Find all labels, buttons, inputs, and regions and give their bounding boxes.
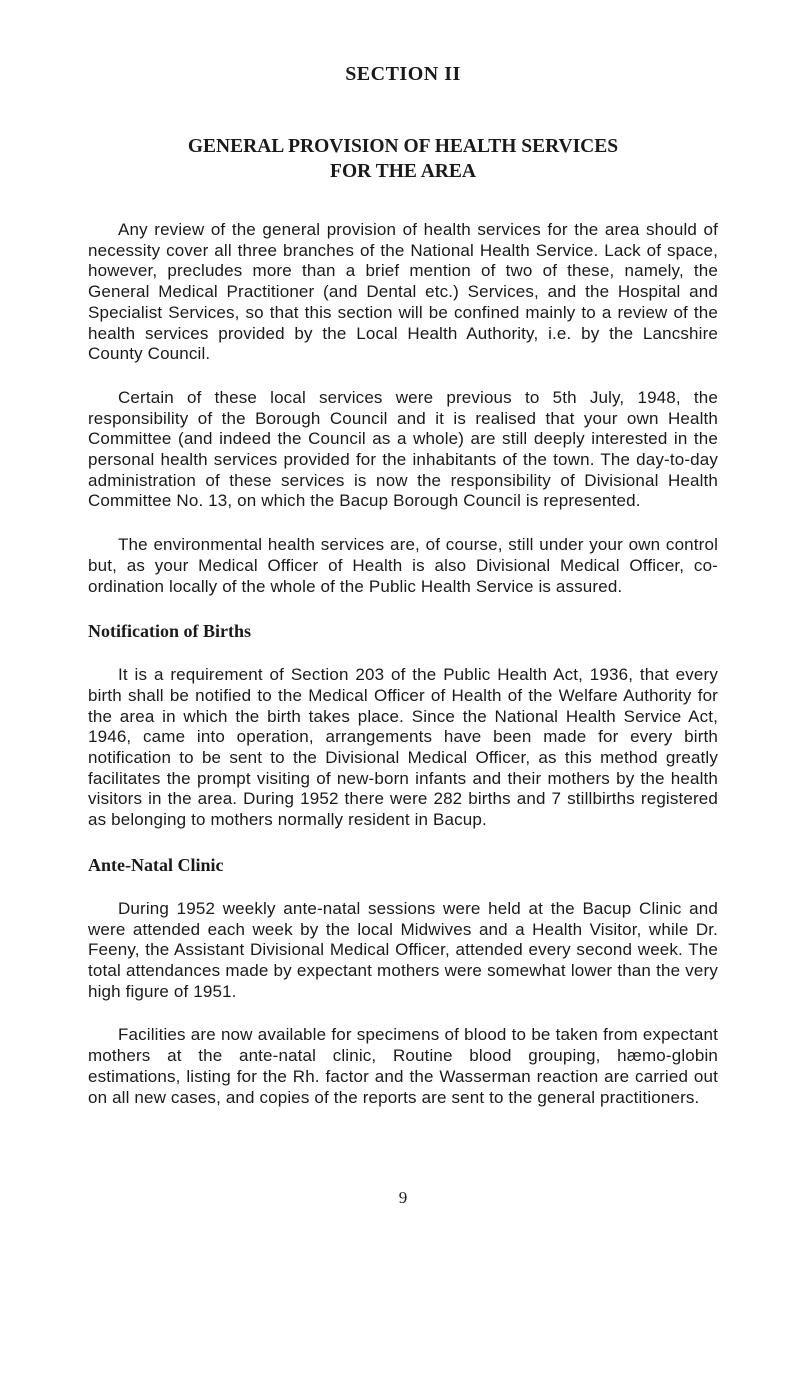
intro-paragraph-2: Certain of these local services were previous to 5th July, 1948, the responsibility of the Borough Council and it is realised that your own Health Committee (and indeed the Council as a whole) are still deeply interested in the personal health services provided for the inhabitants of the town. The day-to-day administration of these services is now the responsibility of Divisional Health Committee No. 13, on which the Bacup Borough Council is represented.: [88, 387, 718, 511]
document-body: [88, 220, 718, 1131]
intro-paragraph-3: The environmental health services are, of course, still under your own control but, as your Medical Officer of Health is also Divisional Medical Officer, co-ordination locally of the whole of the Public Health Service is assured.: [88, 535, 718, 596]
antenatal-paragraph-2: Facilities are now available for specimens of blood to be taken from expectant mothers at the ante-natal clinic, Routine blood grouping, hæmo-globin estimations, listing for the Rh. factor and the Wasserman reaction are carried out on all new cases, and copies of the reports are sent to the general practitioners.: [88, 1025, 718, 1107]
antenatal-heading: Ante-Natal Clinic: [88, 854, 224, 875]
antenatal-paragraph-1: During 1952 weekly ante-natal sessions were held at the Bacup Clinic and were attended each week by the local Midwives and a Health Visitor, while Dr. Feeny, the Assistant Divisional Medical Officer, attended every second week. The total attendances made by expectant mothers were somewhat lower than the very high figure of 1951.: [88, 898, 718, 1001]
births-paragraph-1: It is a requirement of Section 203 of the Public Health Act, 1936, that every birth shall be notified to the Medical Officer of Health of the Welfare Authority for the area in which the birth takes place. Since the National Health Service Act, 1946, came into operation, arrangements have been made for every birth notification to be sent to the Divisional Medical Officer, as this method greatly facilitates the prompt visiting of new-born infants and their mothers by the health visitors in the area. During 1952 there were 282 births and 7 stillbirths registered as belonging to mothers normally resident in Bacup.: [88, 665, 718, 830]
births-heading: Notification of Births: [88, 621, 251, 642]
page-title: [88, 134, 718, 184]
section-label: SECTION II: [345, 63, 461, 85]
intro-paragraph-1: Any review of the general provision of health services for the area should of necessity cover all three branches of the National Health Service. Lack of space, however, precludes more than a brief mention of two of these, namely, the General Medical Practitioner (and Dental etc.) Services, and the Hospital and Specialist Services, so that this section will be confined mainly to a review of the health services provided by the Local Health Authority, i.e. by the Lancshire County Council.: [88, 220, 718, 364]
page-title-line-1: GENERAL PROVISION OF HEALTH SERVICES: [187, 136, 619, 157]
page-number: 9: [398, 1188, 408, 1207]
page-title-line-2: FOR THE AREA: [330, 161, 476, 182]
